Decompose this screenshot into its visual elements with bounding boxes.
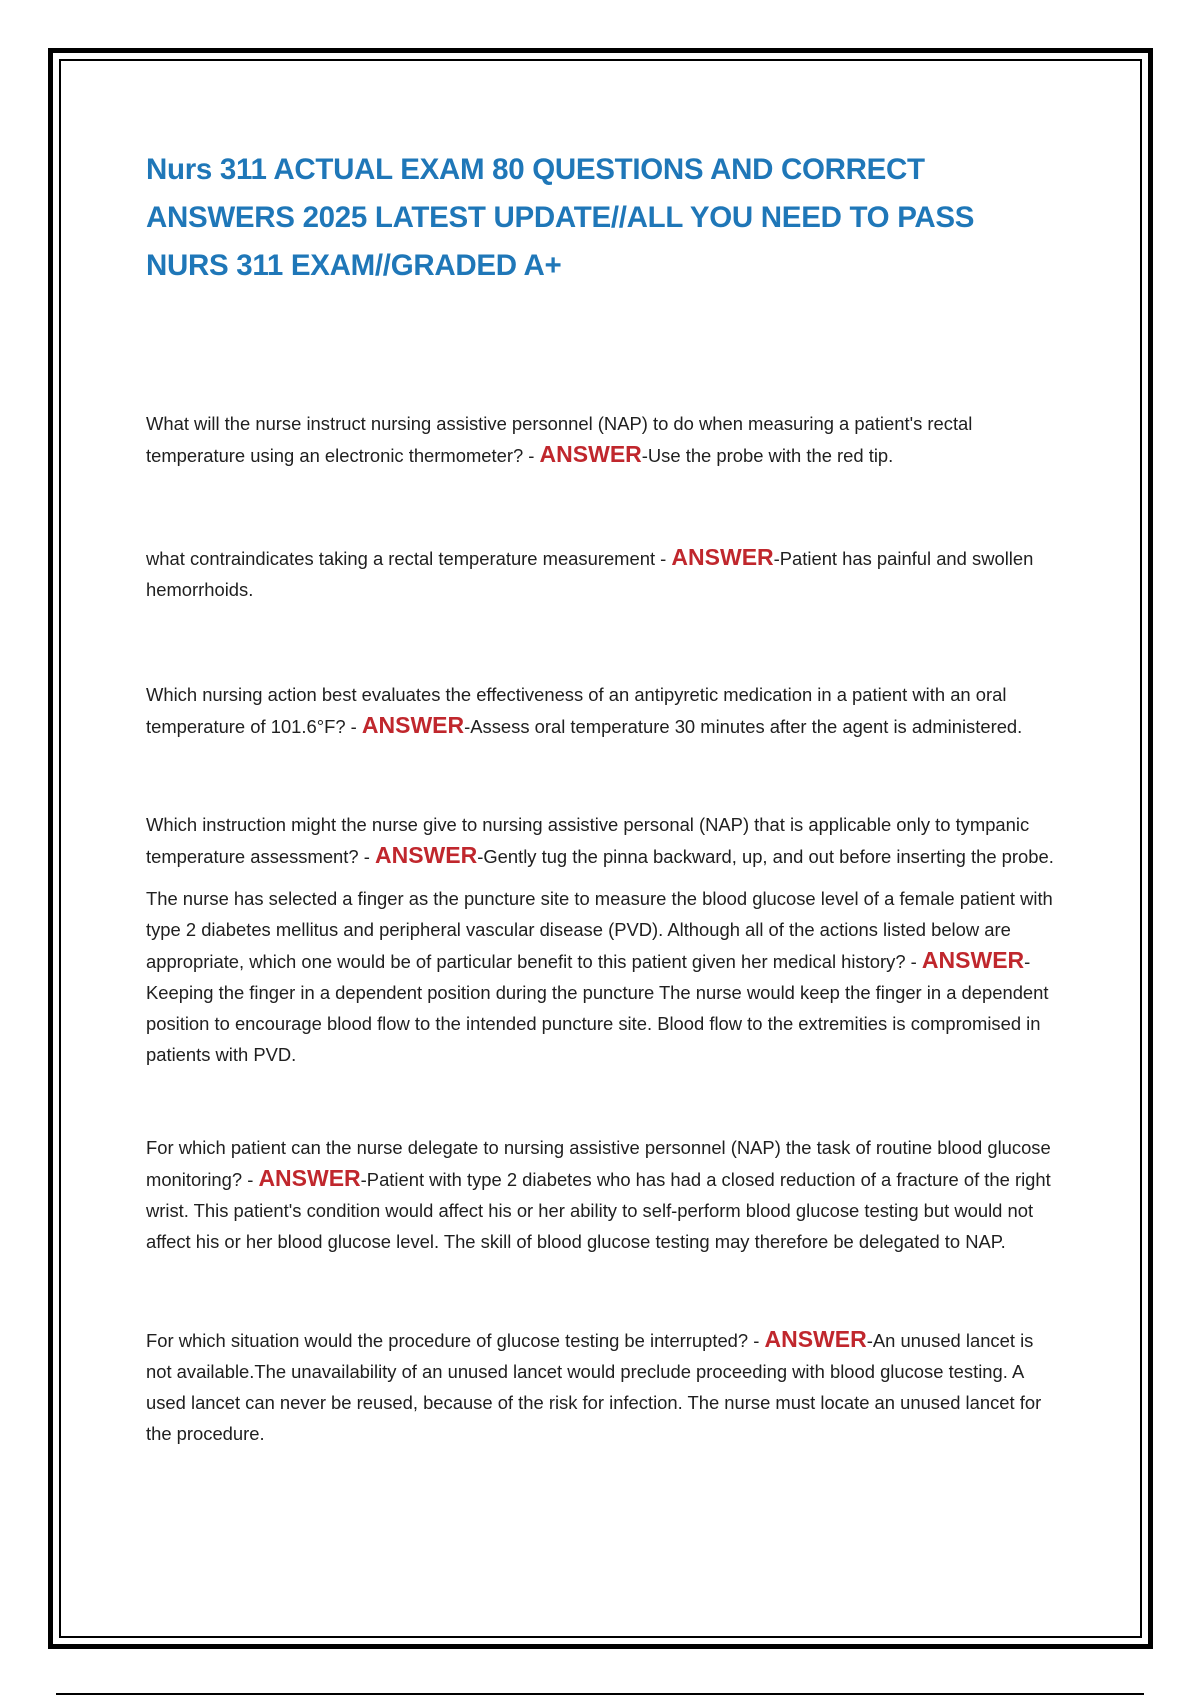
qa-item [146,542,1061,605]
qa-item [146,883,1061,1070]
question-text: For which patient can the nurse delegate to nursing assistive personnel (NAP) the task of routine blood glucose monitoring? - [146,1137,1051,1190]
qa-item [146,1132,1061,1257]
bottom-divider [56,1693,1144,1695]
document-title: Nurs 311 ACTUAL EXAM 80 QUESTIONS AND CORRECT ANSWERS 2025 LATEST UPDATE//ALL YOU NEED TO PASS NURS 311 EXAM//GRADED A+ [146,153,975,282]
qa-list [146,408,1061,1449]
answer-label: ANSWER [361,712,465,738]
question-text: Which instruction might the nurse give to nursing assistive personal (NAP) that is applicable only to tympanic temperature assessment? - [146,814,1030,867]
qa-item [146,679,1061,742]
answer-text: -An unused lancet is not available.The unavailability of an unused lancet would preclude proceeding with blood glucose testing. A used lancet can never be reused, because of the risk for infection. The nurse must locate an unused lancet for the procedure. [146,1330,1042,1444]
answer-label: ANSWER [671,544,774,570]
answer-label: ANSWER [539,441,642,467]
question-text: For which situation would the procedure of glucose testing be interrupted? - [146,1330,765,1351]
answer-text: -Use the probe with the red tip. [641,445,894,466]
question-text: The nurse has selected a finger as the puncture site to measure the blood glucose level of a female patient with type 2 diabetes mellitus and peripheral vascular disease (PVD). Although all of the actions listed below are appropriate, which one would be of particular benefit to this patient given her medical history? - [146,888,1053,972]
answer-text: -Patient has painful and swollen hemorrhoids. [146,548,1034,600]
answer-text: -Assess oral temperature 30 minutes after the agent is administered. [464,716,1023,737]
qa-item [146,809,1061,872]
document-body [146,146,1061,1449]
answer-label: ANSWER [764,1326,867,1352]
answer-text: -Patient with type 2 diabetes who has had a closed reduction of a fracture of the right wrist. This patient's condition would affect his or her ability to self-perform blood glucose testing but would not affect his or her blood glucose level. The skill of blood glucose testing may therefore be delegated to NAP. [146,1169,1051,1252]
answer-label: ANSWER [921,947,1025,973]
qa-item [146,1324,1061,1449]
question-text: What will the nurse instruct nursing assistive personnel (NAP) to do when measuring a patient's rectal temperature using an electronic thermometer? - [146,413,973,466]
question-text: Which nursing action best evaluates the effectiveness of an antipyretic medication in a patient with an oral temperature of 101.6°F? - [146,684,1007,737]
answer-label: ANSWER [258,1165,361,1191]
answer-text: -Gently tug the pinna backward, up, and out before inserting the probe. [477,846,1054,867]
answer-text: -Keeping the finger in a dependent position during the puncture The nurse would keep the finger in a dependent position to encourage blood flow to the intended puncture site. Blood flow to the extremities is compromised in patients with PVD. [146,951,1049,1065]
answer-label: ANSWER [374,842,478,868]
qa-item [146,408,1061,471]
question-text: what contraindicates taking a rectal temperature measurement - [146,548,672,569]
